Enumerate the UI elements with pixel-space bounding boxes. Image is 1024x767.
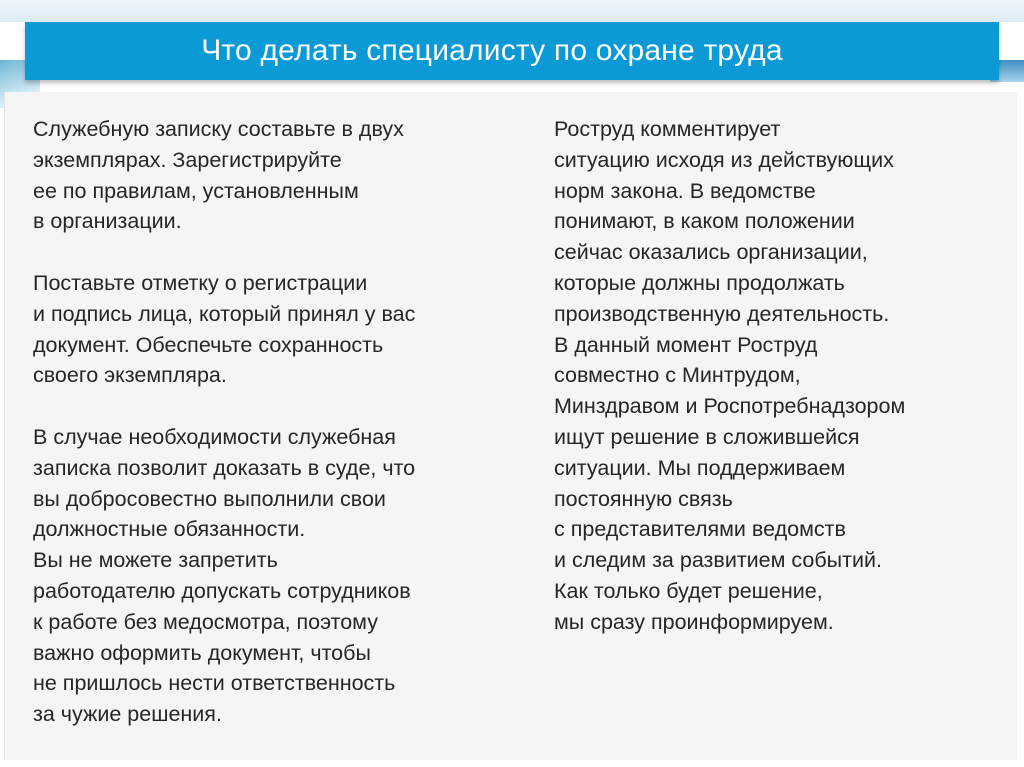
text-line: ситуацию исходя из действующих [554,147,894,172]
text-line: экземплярах. Зарегистрируйте [33,147,342,172]
text-line: производственную деятельность. [554,301,890,326]
text-line: Вы не можете запретить [33,548,278,573]
text-line: постоянную связь [554,486,733,511]
text-line: мы сразу проинформируем. [554,609,834,634]
text-line: понимают, в каком положении [554,209,855,234]
text-line: и следим за развитием событий. [554,548,882,573]
text-line: не пришлось нести ответственность [33,671,396,696]
text-line: и подпись лица, который принял у вас [33,301,416,326]
paragraph [33,545,523,730]
paragraph [33,114,523,237]
text-line: к работе без медосмотра, поэтому [33,609,378,634]
text-line: Поставьте отметку о регистрации [33,270,368,295]
text-line: В данный момент Роструд [554,332,818,357]
text-line: работодателю допускать сотрудников [33,578,411,603]
text-line: Служебную записку составьте в двух [33,117,404,141]
text-line: вы добросовестно выполнили свои [33,486,386,511]
slide-title: Что делать специалисту по охране труда [201,34,783,67]
text-line: совместно с Минтрудом, [554,363,801,388]
text-line: Роструд комментирует [554,117,781,141]
text-line: норм закона. В ведомстве [554,178,816,203]
text-line: ищут решение в сложившейся [554,424,860,449]
text-line: документ. Обеспечьте сохранность [33,332,384,357]
text-line: своего экземпляра. [33,363,227,388]
text-line: должностные обязанности. [33,517,306,542]
text-line: Минздравом и Роспотребнадзором [554,394,906,419]
title-banner [25,22,999,80]
text-line: важно оформить документ, чтобы [33,640,371,665]
text-line: Как только будет решение, [554,578,823,603]
paragraph [33,268,523,391]
left-text-column [33,114,523,730]
text-line: записка позволит доказать в суде, что [33,455,416,480]
top-decor-strip [0,0,1024,22]
paragraph [554,114,994,638]
paragraph [33,422,523,545]
text-line: ситуации. Мы поддерживаем [554,455,846,480]
text-line: сейчас оказались организации, [554,240,868,265]
text-line: с представителями ведомств [554,517,846,542]
text-line: ее по правилам, установленным [33,178,359,203]
text-line: за чужие решения. [33,702,222,727]
text-line: В случае необходимости служебная [33,424,396,449]
text-line: которые должны продолжать [554,270,845,295]
text-line: в организации. [33,209,182,234]
right-text-column [554,114,994,638]
